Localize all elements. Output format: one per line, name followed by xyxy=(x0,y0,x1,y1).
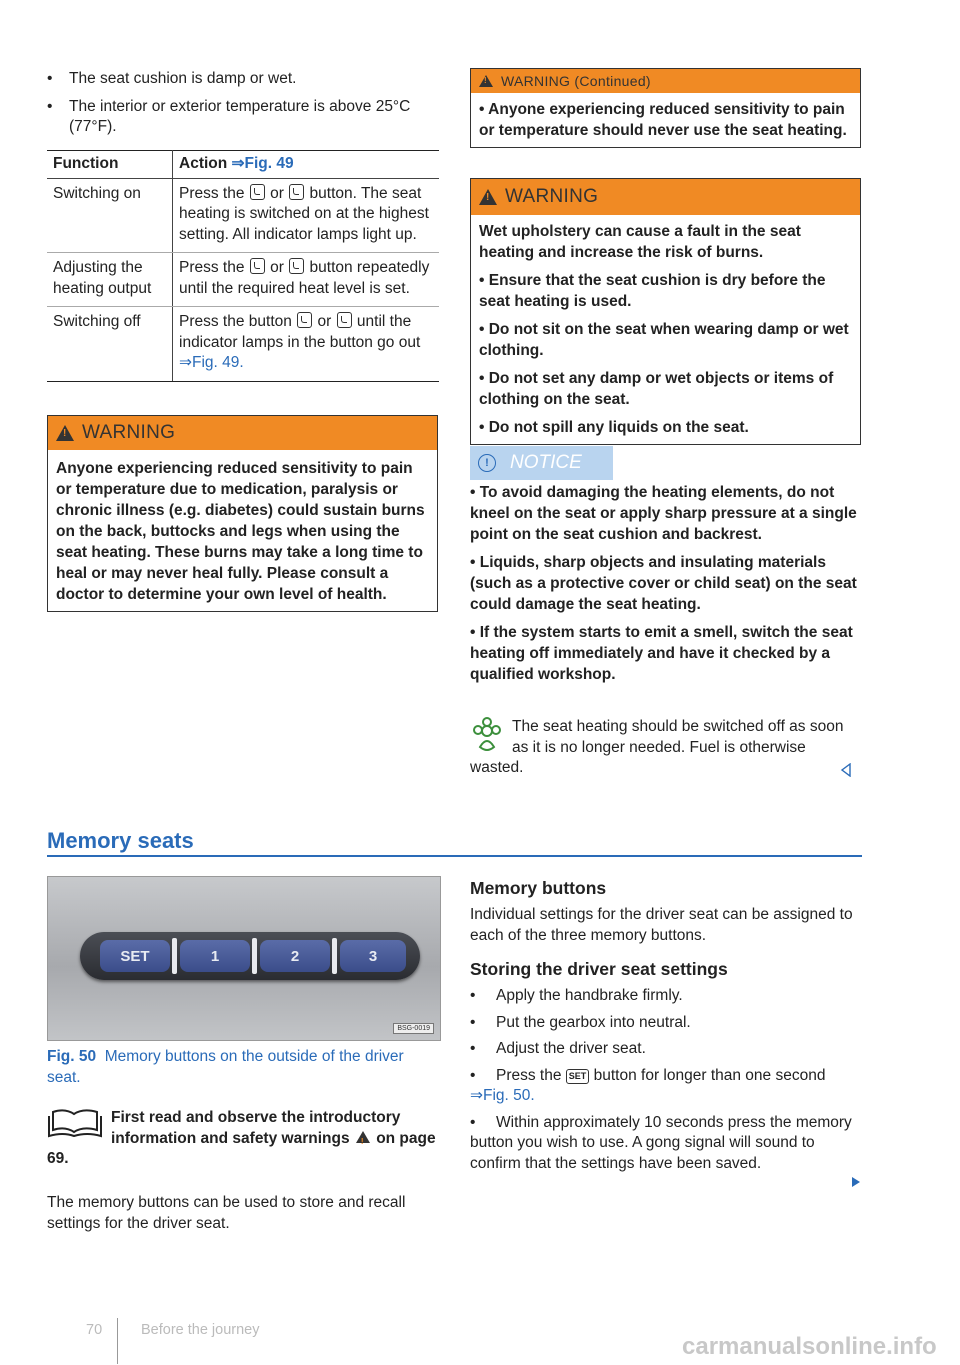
list-item: • Adjust the driver seat. xyxy=(470,1040,646,1057)
memory-buttons-heading: Memory buttons xyxy=(470,878,607,898)
seat-heat-right-icon xyxy=(289,258,304,274)
seat-heat-left-icon xyxy=(250,258,265,274)
button-separator xyxy=(252,938,257,974)
memory-button-panel xyxy=(80,932,420,980)
action-cell: Press the or button. The seat heating is switched on at the highest setting. All indicator lamps light up. xyxy=(173,178,440,253)
warning-triangle-icon xyxy=(56,425,74,441)
storing-heading: Storing the driver seat settings xyxy=(470,959,728,979)
notice-body xyxy=(470,482,862,685)
list-item: • Put the gearbox into neutral. xyxy=(470,1013,691,1031)
button-separator xyxy=(172,938,177,974)
fig-ref[interactable]: ⇒Fig. 49 xyxy=(231,155,294,172)
list-item: • Within approximately 10 seconds press the memory button you wish to use. A gong signal will sound to confirm that the settings have been saved. xyxy=(470,1113,852,1172)
seat-heat-left-icon xyxy=(250,184,265,200)
footer-divider xyxy=(117,1318,118,1364)
intro-bullet-1: • The seat cushion is damp or wet. xyxy=(47,70,297,87)
memory-buttons-text: Individual settings for the driver seat can be assigned to each of the three memory buttons. xyxy=(470,906,853,944)
fig-ref[interactable]: ⇒Fig. 49. xyxy=(179,354,244,371)
action-cell: Press the or button repeatedly until the required heat level is set. xyxy=(173,253,440,307)
list-item: • Do not set any damp or wet objects or items of clothing on the seat. xyxy=(479,370,834,408)
seat-heat-left-icon xyxy=(297,312,312,328)
warning-text: Anyone experiencing reduced sensitivity to pain or temperature due to medication, paralysis or chronic illness (e.g. diabetes) could sustain burns on the back, buttocks and legs when using the seat heating. These burns may take a long time to heal or may never heal fully. Please consult a doctor to determine your own level of health. xyxy=(56,460,425,603)
memory-button-3: 3 xyxy=(340,940,406,972)
section-title: Memory seats xyxy=(47,828,194,853)
figure-code: BSG-0019 xyxy=(393,1023,434,1034)
function-cell: Switching on xyxy=(47,178,173,253)
read-first-note: First read and observe the introductory information and safety warnings ! on page 69. xyxy=(47,1108,439,1170)
function-cell: Adjusting the heating output xyxy=(47,253,173,307)
back-arrow-icon xyxy=(840,763,852,777)
table-row xyxy=(47,307,439,382)
list-item: • Liquids, sharp objects and insulating materials (such as a protective cover or child seat) on the seat could damage the seat heating. xyxy=(470,554,857,613)
memory-set-button: SET xyxy=(100,940,170,972)
function-cell: Switching off xyxy=(47,307,173,382)
table-row xyxy=(47,253,439,307)
warning-header: ! WARNING xyxy=(471,179,860,215)
eco-leaf-icon xyxy=(470,717,504,753)
memory-button-1: 1 xyxy=(180,940,250,972)
memory-intro: The memory buttons can be used to store and recall settings for the driver seat. xyxy=(47,1194,406,1232)
table-row xyxy=(47,178,439,253)
intro-bullet-2: • The interior or exterior temperature is above 25°C (77°F). xyxy=(47,98,411,135)
list-item: • Ensure that the seat cushion is dry before the seat heating is used. xyxy=(479,272,826,310)
warning-intro: Wet upholstery can cause a fault in the seat heating and increase the risk of burns. xyxy=(479,223,801,261)
memory-button-2: 2 xyxy=(260,940,330,972)
list-item: • Apply the handbrake firmly. xyxy=(470,987,683,1004)
list-item: • If the system starts to emit a smell, switch the seat heating off immediately and have it checked by a qualified workshop. xyxy=(470,624,853,683)
open-book-icon xyxy=(47,1108,103,1138)
warning-header: ! WARNING xyxy=(48,416,437,450)
warning-text: • Anyone experiencing reduced sensitivity to pain or temperature should never use the seat heating. xyxy=(479,101,847,139)
list-item: • Press the SET button for longer than one second ⇒Fig. 50. xyxy=(470,1066,826,1104)
figure-caption: Fig. 50 Memory buttons on the outside of the driver seat. xyxy=(47,1048,404,1086)
warning-continued-box xyxy=(470,68,861,148)
continue-arrow-icon xyxy=(851,1176,861,1188)
list-item: • To avoid damaging the heating elements, do not kneel on the seat or apply sharp pressure at a single point on the seat cushion and backrest. xyxy=(470,484,857,543)
list-item: • Do not sit on the seat when wearing damp or wet clothing. xyxy=(479,321,849,359)
figure-memory-buttons xyxy=(47,876,441,1041)
storing-steps xyxy=(470,986,862,1174)
notice-info-icon: ! xyxy=(478,454,496,472)
section-rule xyxy=(47,855,862,857)
eco-note: The seat heating should be switched off as soon as it is no longer needed. Fuel is otherwise wasted. xyxy=(470,718,844,776)
action-cell: Press the button or until the indicator lamps in the button go out ⇒Fig. 49. xyxy=(173,307,440,382)
seat-heat-right-icon xyxy=(289,184,304,200)
warning-triangle-icon xyxy=(356,1131,370,1143)
warning-text xyxy=(471,215,860,444)
col-action: Action ⇒Fig. 49 xyxy=(173,151,440,179)
notice-header: ! NOTICE xyxy=(470,446,613,480)
list-item: • Do not spill any liquids on the seat. xyxy=(479,419,749,436)
warning-box-sensitivity xyxy=(47,415,438,612)
fig-ref[interactable]: ⇒Fig. 50. xyxy=(470,1087,535,1104)
warning-box-wet-upholstery xyxy=(470,178,861,445)
warning-triangle-icon xyxy=(479,75,493,87)
warning-triangle-icon xyxy=(479,189,497,205)
button-separator xyxy=(332,938,337,974)
col-function: Function xyxy=(47,151,173,179)
page-number: 70 xyxy=(86,1322,103,1338)
watermark: carmanualsonline.info xyxy=(682,1333,937,1360)
set-button-icon: SET xyxy=(566,1069,590,1084)
function-table xyxy=(47,150,439,382)
seat-heat-right-icon xyxy=(337,312,352,328)
warning-header: ! WARNING (Continued) xyxy=(471,69,860,93)
chapter-title: Before the journey xyxy=(141,1322,260,1338)
